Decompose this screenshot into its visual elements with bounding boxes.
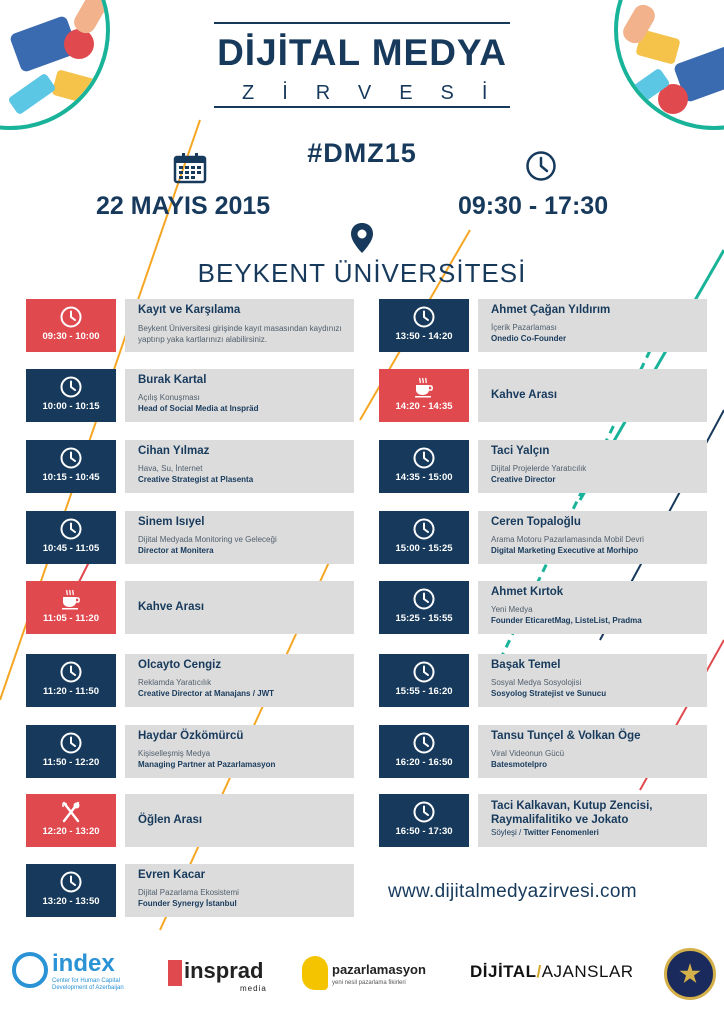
item-details — [478, 654, 707, 707]
item-details — [125, 440, 354, 493]
speaker-name: Taci Kalkavan, Kutup Zencisi, Raymalifalitiko ve Jokato — [491, 800, 653, 826]
schedule-item — [26, 299, 355, 352]
speaker-role: Director at Monitera — [138, 546, 214, 555]
speaker-role: Batesmotelpro — [491, 760, 548, 769]
schedule-item — [379, 511, 708, 564]
role-prefix: Söyleşi / — [491, 828, 524, 837]
cutlery-icon — [59, 800, 83, 824]
item-description: Beykent Üniversitesi girişinde kayıt masasından kaydınızı yaptırıp yaka kartlarınızı alabilirsiniz. — [138, 324, 342, 344]
item-details — [478, 581, 707, 634]
time-range: 10:00 - 10:15 — [42, 401, 100, 412]
time-range: 14:35 - 15:00 — [395, 472, 453, 483]
speaker-role: Managing Partner at Pazarlamasyon — [138, 760, 276, 769]
speaker-role: Founder Synergy İstanbul — [138, 899, 237, 908]
item-title: Kayıt ve Karşılama — [138, 304, 241, 316]
time-range: 15:00 - 15:25 — [395, 543, 453, 554]
talk-topic: Açılış Konuşması — [138, 393, 200, 402]
speaker-name: Haydar Özkömürcü — [138, 730, 244, 742]
time-box — [379, 581, 469, 634]
insprad-logo — [168, 958, 278, 998]
index-logo — [12, 948, 142, 1000]
talk-topic: Dijital Pazarlama Ekosistemi — [138, 888, 239, 897]
speaker-name: Evren Kacar — [138, 869, 206, 881]
clock-icon — [59, 446, 83, 470]
clock-icon — [412, 731, 436, 755]
clock-icon — [525, 150, 557, 182]
time-range: 16:50 - 17:30 — [395, 826, 453, 837]
insprad-logo-tagline: media — [240, 984, 267, 993]
speaker-name: Olcayto Cengiz — [138, 659, 222, 671]
speaker-role — [491, 828, 599, 837]
time-box — [379, 369, 469, 422]
pazarlamasyon-logo — [302, 956, 442, 996]
clock-icon — [412, 587, 436, 611]
dijital-ajanslar-logo: DİJİTAL/AJANSLAR — [470, 962, 634, 981]
clock-icon — [412, 446, 436, 470]
break-title: Kahve Arası — [138, 601, 205, 613]
item-details — [125, 299, 354, 352]
role-text: Twitter Fenomenleri — [523, 828, 599, 837]
speaker-role: Onedio Co-Founder — [491, 334, 567, 343]
beykent-university-seal — [664, 948, 716, 1000]
time-box — [26, 581, 116, 634]
item-details — [125, 581, 354, 634]
speaker-role: Digital Marketing Executive at Morhipo — [491, 546, 639, 555]
time-box — [26, 725, 116, 778]
talk-topic: Dijital Medyada Monitoring ve Geleceği — [138, 535, 277, 544]
time-box — [26, 369, 116, 422]
schedule-item — [26, 864, 355, 917]
time-range: 14:20 - 14:35 — [395, 401, 453, 412]
time-box — [26, 654, 116, 707]
time-box — [26, 440, 116, 493]
insprad-logo-name: insprad — [184, 958, 264, 983]
schedule-item — [379, 299, 708, 352]
time-box — [379, 299, 469, 352]
time-range: 11:20 - 11:50 — [43, 686, 99, 697]
time-box — [379, 794, 469, 847]
time-range: 11:50 - 12:20 — [42, 757, 100, 768]
speaker-name: Tansu Tunçel & Volkan Öge — [491, 730, 641, 742]
item-details — [478, 369, 707, 422]
item-details — [125, 794, 354, 847]
speaker-role: Creative Director — [491, 475, 556, 484]
time-box — [26, 864, 116, 917]
break-title: Öğlen Arası — [138, 814, 203, 826]
speaker-role: Founder EticaretMag, ListeList, Pradma — [491, 616, 642, 625]
time-range: 10:15 - 10:45 — [42, 472, 100, 483]
item-details — [125, 654, 354, 707]
clock-icon — [59, 870, 83, 894]
schedule-item — [379, 794, 708, 847]
title-main: DİJİTAL MEDYA — [217, 32, 507, 73]
speaker-name: Ahmet Çağan Yıldırım — [491, 304, 611, 316]
ajans-part1: DİJİTAL — [470, 962, 537, 981]
schedule-item — [26, 440, 355, 493]
clock-icon — [59, 375, 83, 399]
clock-icon — [59, 731, 83, 755]
item-details — [478, 299, 707, 352]
location-pin-icon — [350, 222, 374, 254]
schedule-item — [379, 581, 708, 634]
hashtag: #DMZ15 — [307, 138, 417, 168]
coffee-icon — [59, 587, 83, 611]
calendar-icon — [173, 152, 207, 184]
talk-topic: Sosyal Medya Sosyolojisi — [491, 678, 582, 687]
speaker-name: Cihan Yılmaz — [138, 445, 210, 457]
index-logo-name: index — [52, 950, 115, 977]
schedule-item — [26, 654, 355, 707]
title-sub: ZİRVESİ — [242, 82, 516, 104]
schedule-item — [379, 440, 708, 493]
ajans-part2: AJANSLAR — [541, 962, 634, 981]
time-range: 09:30 - 10:00 — [42, 331, 100, 342]
speaker-role: Creative Strategist at Plasenta — [138, 475, 254, 484]
item-details — [125, 864, 354, 917]
time-box — [379, 725, 469, 778]
time-box — [26, 794, 116, 847]
clock-icon — [412, 517, 436, 541]
clock-icon — [59, 305, 83, 329]
time-range: 13:20 - 13:50 — [42, 896, 100, 907]
clock-icon — [412, 660, 436, 684]
schedule-item — [26, 581, 355, 634]
time-range: 11:05 - 11:20 — [43, 613, 99, 624]
speaker-name: Sinem Isıyel — [138, 516, 205, 528]
speaker-name: Taci Yalçın — [491, 445, 550, 457]
time-box — [26, 511, 116, 564]
item-details — [478, 511, 707, 564]
speaker-name: Başak Temel — [491, 659, 561, 671]
talk-topic: Arama Motoru Pazarlamasında Mobil Devri — [491, 535, 644, 544]
schedule-item — [26, 794, 355, 847]
talk-topic: Yeni Medya — [491, 605, 533, 614]
item-details — [478, 794, 707, 847]
time-range: 13:50 - 14:20 — [395, 331, 453, 342]
item-details — [125, 369, 354, 422]
time-box — [26, 299, 116, 352]
speaker-name: Ahmet Kırtok — [491, 586, 564, 598]
pazarlamasyon-logo-tagline: yeni nesil pazarlama fikirleri — [332, 980, 406, 986]
time-range: 15:25 - 15:55 — [395, 613, 453, 624]
website-link[interactable]: www.dijitalmedyazirvesi.com — [388, 881, 637, 902]
time-range: 12:20 - 13:20 — [42, 826, 100, 837]
clock-icon — [59, 517, 83, 541]
pazarlamasyon-logo-name: pazarlamasyon — [332, 962, 426, 977]
item-details — [125, 725, 354, 778]
time-box — [379, 654, 469, 707]
talk-topic: Dijital Projelerde Yaratıcılık — [491, 464, 587, 473]
coffee-icon — [412, 375, 436, 399]
event-time: 09:30 - 17:30 — [458, 192, 609, 220]
break-title: Kahve Arası — [491, 389, 558, 401]
speaker-name: Ceren Topaloğlu — [491, 516, 581, 528]
speaker-role: Sosyolog Stratejist ve Sunucu — [491, 689, 607, 698]
time-range: 15:55 - 16:20 — [395, 686, 453, 697]
schedule-item — [379, 654, 708, 707]
schedule-item — [379, 369, 708, 422]
schedule-item — [26, 511, 355, 564]
time-range: 16:20 - 16:50 — [395, 757, 453, 768]
index-logo-tagline: Center for Human Capital Development of Azerbaijan — [52, 978, 124, 991]
schedule-item — [379, 725, 708, 778]
clock-icon — [412, 305, 436, 329]
speaker-name: Burak Kartal — [138, 374, 207, 386]
time-box — [379, 511, 469, 564]
event-title — [214, 22, 516, 108]
clock-icon — [412, 800, 436, 824]
time-box — [379, 440, 469, 493]
schedule-item — [26, 725, 355, 778]
item-details — [478, 440, 707, 493]
schedule-item — [26, 369, 355, 422]
item-details — [478, 725, 707, 778]
talk-topic: Kişiselleşmiş Medya — [138, 749, 211, 758]
talk-topic: Viral Videonun Gücü — [491, 749, 565, 758]
talk-topic: Reklamda Yaratıcılık — [138, 678, 212, 687]
talk-topic: İçerik Pazarlaması — [491, 323, 557, 332]
venue: BEYKENT ÜNİVERSİTESİ — [197, 258, 527, 288]
clock-icon — [59, 660, 83, 684]
time-range: 10:45 - 11:05 — [42, 543, 100, 554]
speaker-role: Head of Social Media at Inspräd — [138, 404, 259, 413]
event-date: 22 MAYIS 2015 — [96, 192, 271, 220]
speaker-role: Creative Director at Manajans / JWT — [138, 689, 275, 698]
item-details — [125, 511, 354, 564]
talk-topic: Hava, Su, İnternet — [138, 464, 203, 473]
